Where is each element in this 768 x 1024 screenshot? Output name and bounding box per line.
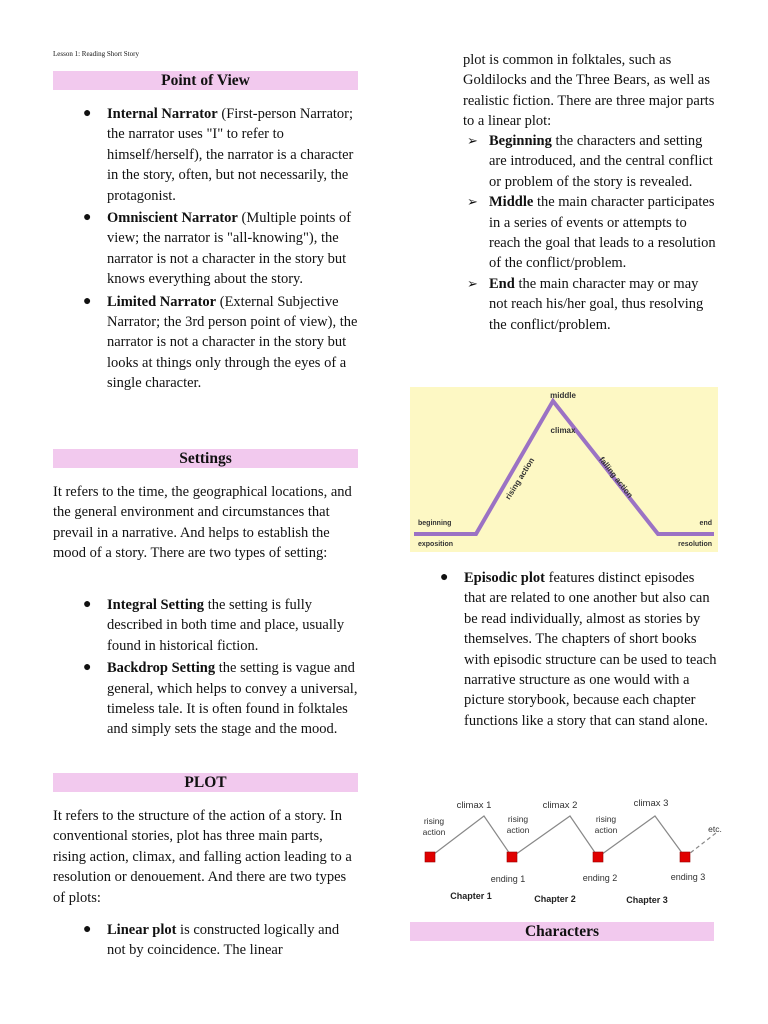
linear-plot-diagram: [410, 387, 718, 552]
list-item: [53, 104, 358, 206]
term: Omniscient Narrator: [107, 210, 238, 227]
marker-icon: [507, 852, 517, 862]
definition: the main character may or may not reach his/her goal, thus resolving the conflict/problem.: [489, 275, 704, 333]
bullet-icon: ●: [83, 922, 92, 937]
rising-action-label: rising action: [506, 814, 530, 835]
arrow-bullet-icon: ➢: [467, 133, 478, 148]
bullet-icon: ●: [83, 106, 92, 121]
definition: the setting is fully described in both time and place, usually found in historical fiction.: [107, 597, 345, 654]
list-item: [463, 192, 718, 274]
marker-icon: [680, 852, 690, 862]
settings-heading: Settings: [53, 449, 358, 468]
plot-parts-list: [463, 131, 718, 335]
rising-action-label: rising action: [594, 814, 618, 835]
characters-heading: Characters: [410, 922, 714, 941]
ending-label: ending 2: [582, 873, 618, 883]
definition: (External Subjective Narrator; the 3rd person point of view), the narrator is not a character in the story but looks at things only through the eyes of a single character.: [107, 293, 358, 392]
falling-action-label: falling action: [597, 455, 635, 500]
arrow-bullet-icon: ➢: [467, 275, 478, 291]
plot-heading: PLOT: [53, 773, 358, 792]
definition: (First-person Narrator; the narrator uses "I" to refer to himself/herself), the narrator is a character in the story, often, but not necessarily, the protagonist.: [107, 106, 354, 204]
ending-label: ending 3: [670, 872, 706, 882]
bullet-icon: ●: [83, 597, 92, 612]
term: Backdrop Setting: [107, 660, 216, 677]
marker-icon: [593, 852, 603, 862]
plot-intro: It refers to the structure of the action of a story. In conventional stories, plot has three main parts, rising action, climax, and falling action leading to a resolution or denouement. And there are two types of plots:: [53, 808, 352, 906]
term: Integral Setting: [107, 597, 205, 613]
bullet-icon: ●: [440, 570, 449, 585]
resolution-label: resolution: [678, 541, 712, 548]
term: Episodic plot: [464, 570, 545, 586]
climax-label: climax 2: [542, 800, 578, 811]
bullet-icon: ●: [83, 210, 92, 226]
beginning-label: beginning: [418, 520, 452, 527]
chapter-label: Chapter 1: [450, 891, 492, 901]
rising-action-label: rising action: [503, 456, 537, 502]
definition: the characters and setting are introduced, and the central conflict or problem of the story is revealed.: [489, 133, 713, 190]
term: Limited Narrator: [107, 293, 217, 310]
list-item: [53, 920, 358, 961]
middle-label: middle: [550, 391, 576, 400]
rising-action-label: rising action: [422, 816, 446, 837]
linear-plot-continued: plot is common in folktales, such as Goldilocks and the Three Bears, as well as realistic fiction. There are three major parts to a linear plot:: [463, 52, 715, 130]
etc-label: etc.: [708, 824, 722, 834]
list-item: [410, 568, 718, 731]
settings-list: [53, 595, 358, 742]
climax-label: climax 3: [633, 798, 669, 809]
term: Beginning: [489, 133, 552, 149]
term: End: [489, 275, 515, 292]
list-item: [463, 274, 718, 335]
end-label: end: [699, 520, 712, 527]
list-item: [53, 208, 358, 290]
episodic-list: [410, 568, 718, 733]
definition: features distinct episodes that are related to one another but also can be read individually, almost as stories by themselves. The chapters of short books with episodic structure can be used to teach narrative structure as one would with a picture storybook, because each chapter functions like a story that can stand alone.: [464, 570, 717, 729]
ending-label: ending 1: [490, 874, 526, 884]
definition: (Multiple points of view; the narrator is "all-knowing"), the narrator is not a character in the story but knows everything about the story.: [107, 210, 352, 288]
list-item: [53, 292, 358, 394]
arrow-bullet-icon: ➢: [467, 194, 478, 210]
term: Linear plot: [107, 922, 177, 938]
chapter-label: Chapter 3: [626, 895, 668, 905]
term: Internal Narrator: [107, 106, 218, 122]
climax-label: climax: [550, 426, 576, 435]
definition: the setting is vague and general, which helps to convey a universal, timeless tale. It is often found in folktales and simply sets the stage and the mood.: [107, 660, 358, 738]
definition: is constructed logically and not by coincidence. The linear: [107, 922, 340, 959]
pov-list: [53, 104, 358, 396]
definition: the main character participates in a series of events or attempts to reach the goal that leads to a resolution of the conflict/problem.: [489, 194, 716, 272]
term: Middle: [489, 194, 534, 211]
chapter-label: Chapter 2: [534, 894, 576, 904]
list-item: [53, 595, 358, 656]
pov-heading: Point of View: [53, 71, 358, 90]
episodic-plot-diagram: [410, 786, 730, 910]
lesson-header: Lesson 1: Reading Short Story: [53, 50, 139, 58]
list-item: [53, 658, 358, 740]
marker-icon: [425, 852, 435, 862]
bullet-icon: ●: [83, 660, 92, 676]
climax-label: climax 1: [456, 800, 492, 811]
settings-intro: It refers to the time, the geographical locations, and the general environment and circumstances that prevail in a narrative. And helps to establish the mood of a story. There are two types of setting:: [53, 484, 352, 562]
exposition-label: exposition: [418, 541, 454, 548]
list-item: [463, 131, 718, 192]
plot-types-list: [53, 920, 358, 963]
bullet-icon: ●: [83, 293, 92, 309]
